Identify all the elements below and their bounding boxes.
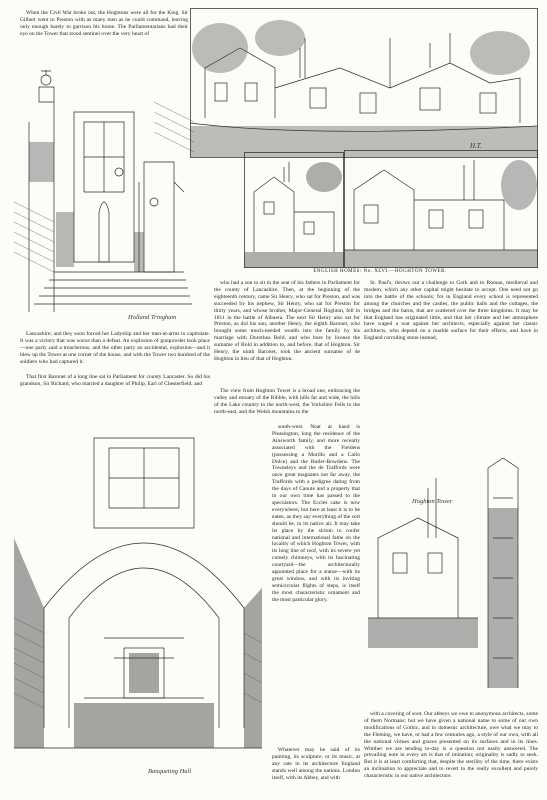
text-middle-3: south-west. Near at hand is Pleasington, long the residence of the Ainsworth family, and more recently associated with the Fieldens (possessing a Murillo and a Carlo Dolce) and the Butler-Bowdens. The Towneleys and the de Traffords were once great magnates not far away, the Traffords with a pedigree dating from the days of Canute and a property that in our own time has passed to the speculators. The Eccles cake is now everywhere; but here at least it is to be eaten, as they say everything of the sort should be, in its native air. It may take its place by the sirloin to confer national and international fame on the locality of which Hoghton Tower, with its long line of roof, with its severe yet comely chimneys, with its fascinating courtyard—the architecturally appointed place for a statue—with its great window, and with its inviting semicircular flights of steps, is itself the most characteristic ornament and the most particular glory.: [272, 424, 360, 603]
illustration-archway: [14, 418, 262, 784]
text-left-1: Lancashire; and they soon forced her Ladyship and her men-at-arms to capitulate. It was a victory that was worse than a defeat. An explosion of gunpowder took place—one party said a treacherous, and the other party an accidental, explosion—and it blew up the Tower at one corner of the house, and with the Tower two hundred of the soldiers who had captured it.: [20, 331, 210, 365]
text-right-2: with a covering of soot. Our abbeys we owe to anonymous architects, some of them Normans; but we have given a national name to some of our own modifications of Gothic, and in domestic architecture, owe what we may to the Fleming, we have, or had a few centuries ago, a style of our own, with all the national virtues and graces presented on its surfaces and in its lines. Whither we are tending to-day is a question not easily answered. The prevailing note in every art is that of imitation; originality is sadly to seek. But it is at least comforting that, despite the sterility of the time, there exists an inclination to appreciate and to revert to the really excellent and purely characteristic in our native architecture.: [364, 711, 538, 780]
illustration-side-elevation: [344, 150, 538, 268]
illustration-turret: [368, 458, 538, 708]
svg-text:H.T.: H.T.: [470, 142, 482, 150]
text-middle-2: The view from Hoghton Tower is a broad one, embracing the valley and estuary of the Ribble, with hills far and wide, the hills of the Lake country to the north-west, the Yorkshire Fells to the north-east, and the Welsh mountains to the: [214, 388, 360, 415]
text-middle-4: Whatever may be said of its painting, its sculpture, or its music, at any rate in its architecture England stands well among the nations. London itself, with its Abbey, and with: [272, 747, 360, 781]
illustration-entrance-steps: [14, 62, 194, 324]
illustration-tower-house: [190, 8, 538, 158]
text-top-left: When the Civil War broke out, the Hoghtons were all for the King. Sir Gilbert went to Preston with as many men as he could command, leaving only enough barely to garrison his home. The Parliamentarians had their eye on the Tower that stood sentinel over the very heart of: [20, 10, 188, 37]
figure-caption: ENGLISH HOMES: No. XLVI.—HOGHTON TOWER.: [313, 269, 447, 274]
signature-inner: Hoghton Tower: [412, 498, 453, 505]
signature-stair: Banqueting Hall: [148, 768, 192, 775]
illustration-inner-court: [244, 152, 344, 268]
text-right-1: St. Paul's, throws out a challenge to Goth and to Roman, mediæval and modern, which any other capital might hesitate to accept. One need not go into the battle of the schools; for in England every school is represented among the churches and the castles, the public halls and the cottages, the bridges and the barns, that are scattered over the three kingdoms. It may be that England has originated little, and that her climate and her atmosphere have waged a war against her architects, especially against her classic architects, who depend on a marble surface for their effects, and have in England corroding stone instead,: [364, 280, 538, 342]
text-left-2: That first Baronet of a long line sat in Parliament for county Lancaster. So did his grandson, Sir Richard, who married a daughter of Philip, Earl of Chesterfield, and: [20, 374, 210, 387]
text-middle-1: who had a son to sit in the seat of his fathers in Parliament for the county of Lancashire. Then, at the beginning of the eighteenth century, came Sir Henry, who sat for Preston, and was succeeded by his nephew, Sir Henry, who sat for Preston for thirty years, and whose brother, Major-General Hoghton, fell in 1811 in the battle of Albuera. The next Sir Henry also sat for Preston, as did his son, another Henry, the eighth Baronet, who brought some much-needed wealth into the family by his marriage with Dorothea Bold, and who bore by license the surname of Bold in addition to, and before, that of Hoghton. Sir Henry, the ninth Baronet, took the ancient surname of de Hoghton in lieu of that of Hoghton.: [214, 280, 360, 362]
signature-entrance: Holland Tringham: [128, 314, 177, 321]
